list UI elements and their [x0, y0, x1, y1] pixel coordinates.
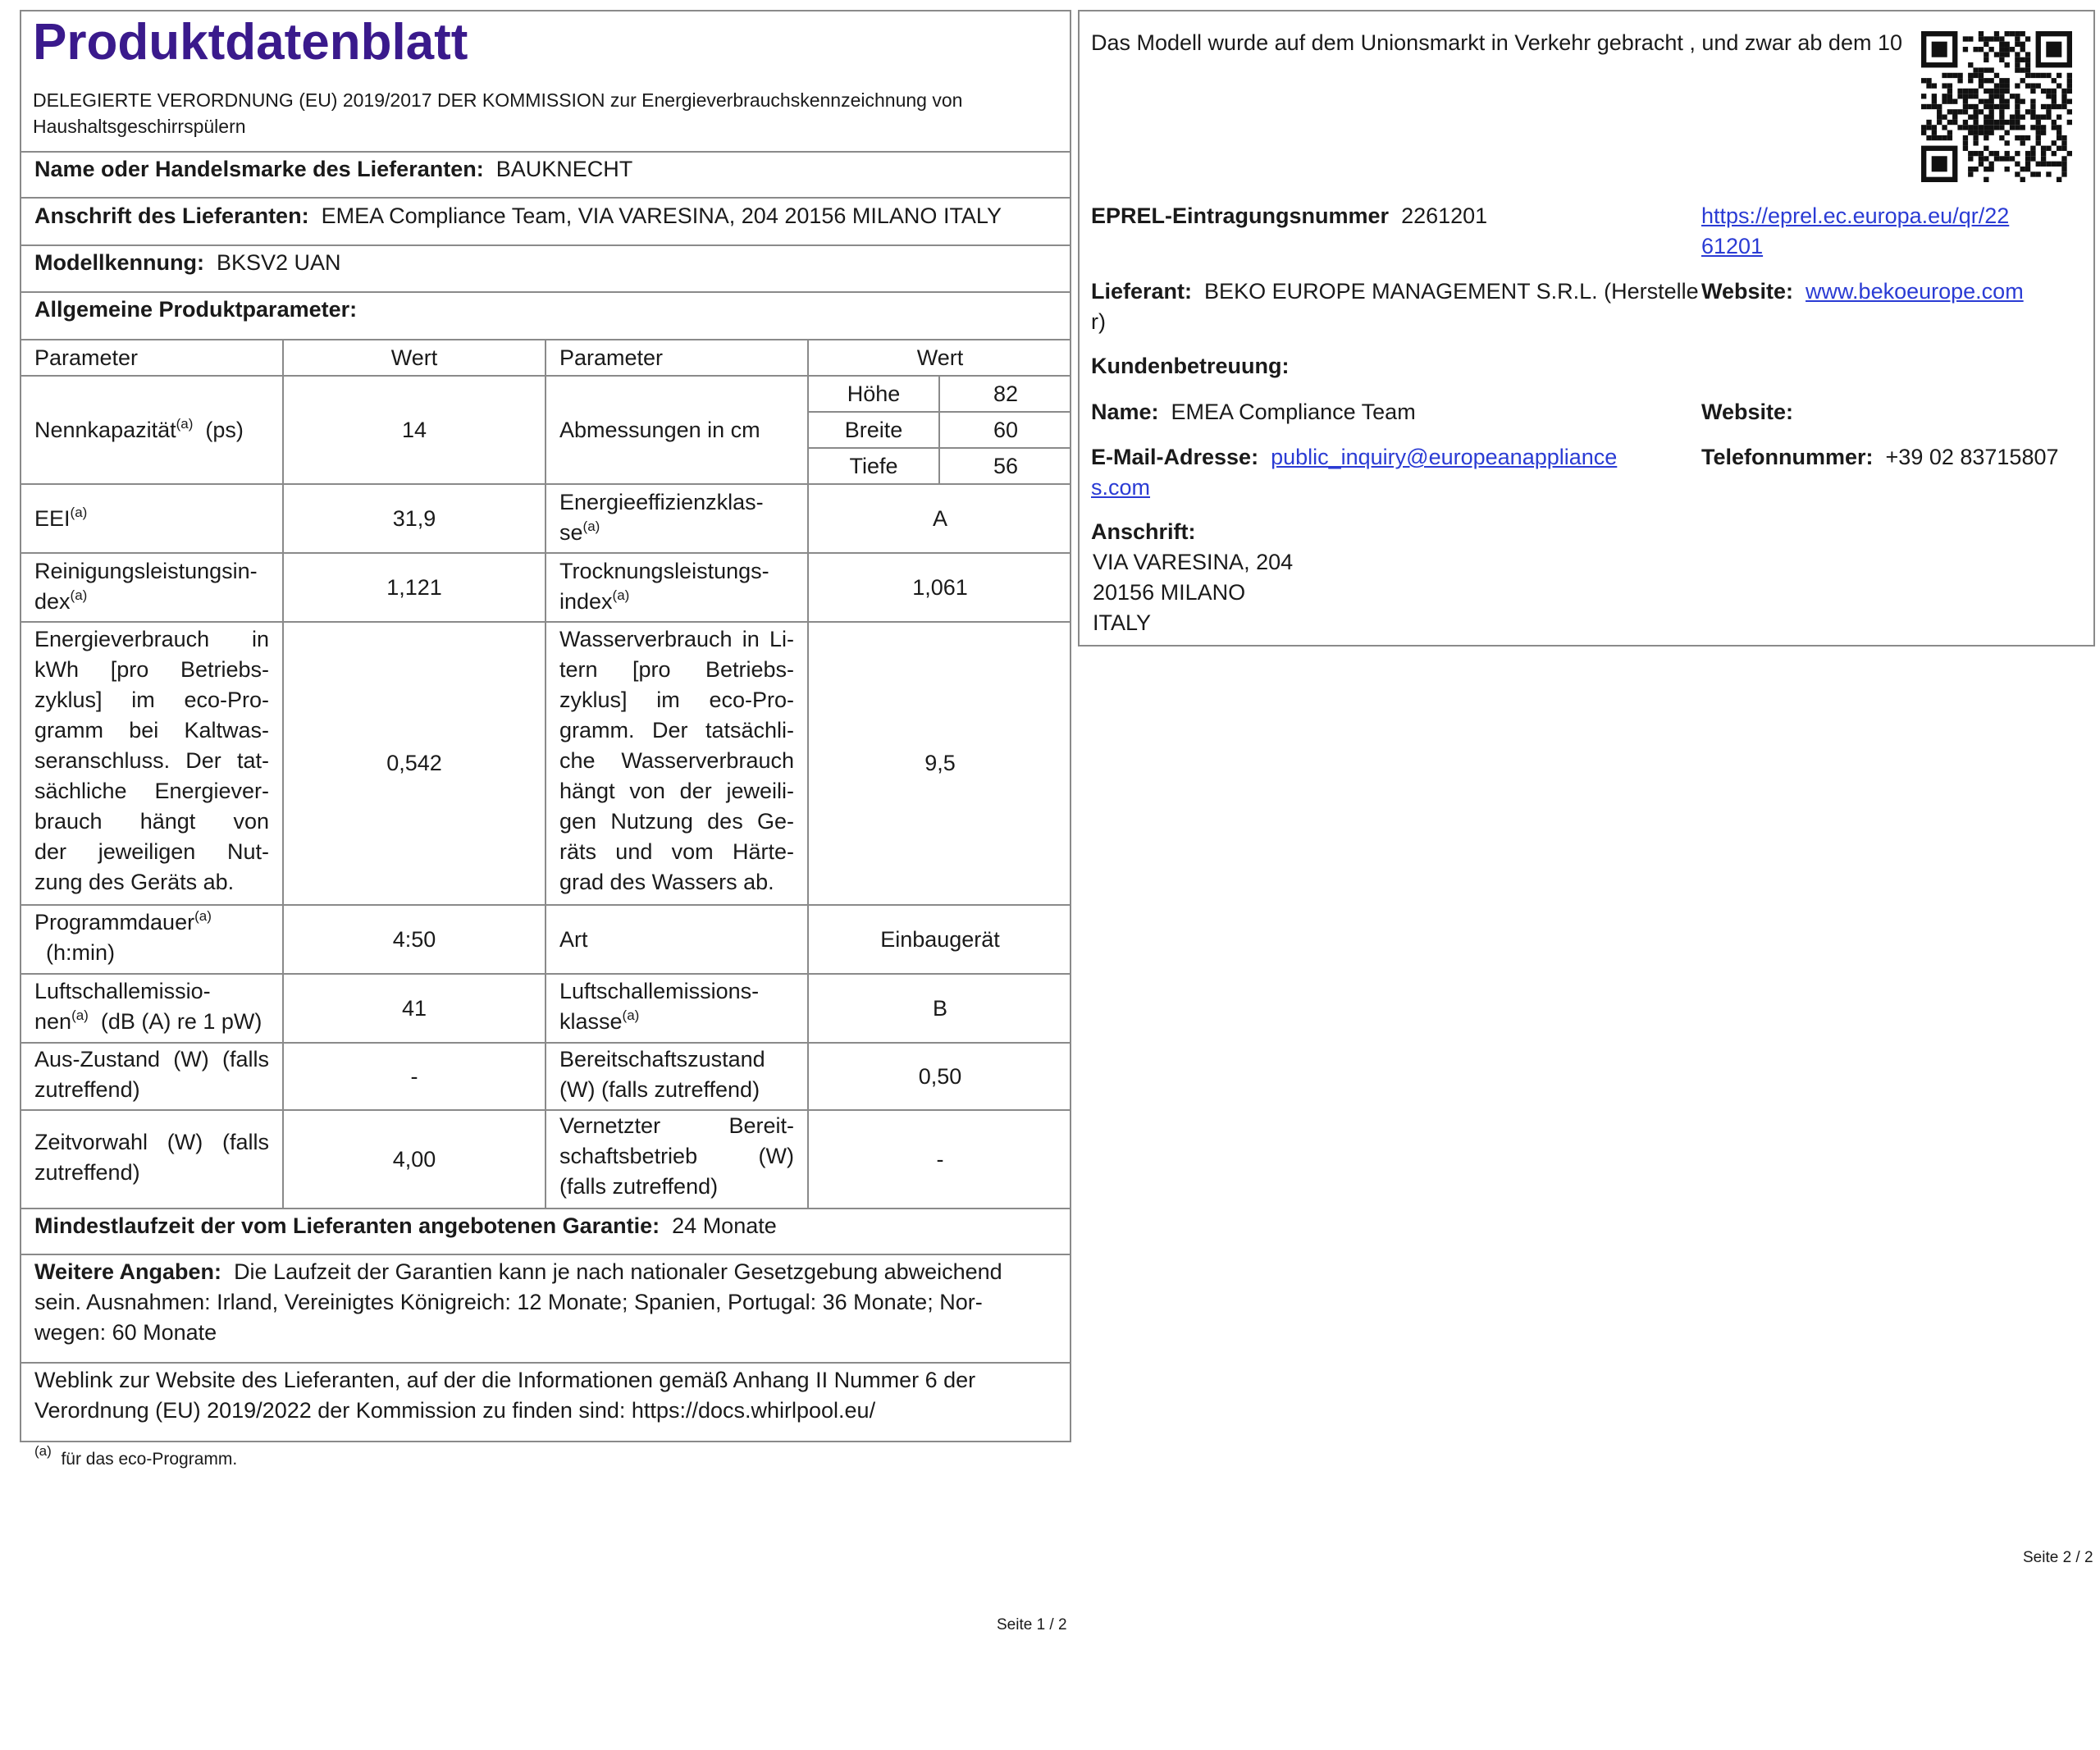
- networked-standby-label: Vernetzter Bereit- schaftsbetrieb (W) (falls zutreffend): [559, 1113, 794, 1199]
- page-title: Produktdatenblatt: [33, 14, 468, 71]
- noise-class-label: Luftschallemissions- klasse$^{(a)}$: [559, 979, 760, 1034]
- manufacturer-website: Website: www.bekoeurope.com: [1701, 279, 2024, 304]
- customer-service-email: E-Mail-Adresse: public_inquiry@europeanappliance s.com: [1091, 445, 1618, 500]
- dimensions-label: Abmessungen in cm: [559, 417, 760, 442]
- general-parameters-heading: Allgemeine Produktparameter:: [34, 297, 358, 322]
- width-value: 60: [993, 417, 1019, 442]
- eprel-label: EPREL-Eintragungsnummer: [1091, 203, 1390, 228]
- standby-value: 0,50: [918, 1063, 962, 1089]
- energy-consumption-label: Energieverbrauch in kWh [pro Betriebs- zyklus] im eco-Pro- gramm bei Kaltwas- seranschluss. Der tat- sächliche Energiever- brauch hängt von der jeweiligen Nut- zung des Geräts ab.: [34, 627, 269, 894]
- cleaning-index-label: Reinigungsleistungsin- dex$^{(a)}$: [34, 559, 258, 614]
- warranty-label: Mindestlaufzeit der vom Lieferanten angebotenen Garantie:: [34, 1213, 660, 1238]
- model-row: [34, 248, 341, 278]
- program-duration-value: 4:50: [392, 926, 436, 952]
- table-header-param-1: Parameter: [34, 345, 139, 370]
- model-label: Modellkennung:: [34, 250, 204, 275]
- supplier-label: Name oder Handelsmarke des Lieferanten:: [34, 157, 484, 181]
- customer-service-address: Anschrift: VIA VARESINA, 204 20156 MILANO ITALY: [1091, 519, 1294, 635]
- eei-value: 31,9: [392, 505, 436, 531]
- width-label: Breite: [844, 417, 903, 442]
- market-date-text: Das Modell wurde auf dem Unionsmarkt in Verkehr gebracht , und zwar ab dem 10: [1091, 30, 1902, 55]
- page-number-2: Seite 2 / 2: [2023, 1549, 2093, 1566]
- cleaning-index-value: 1,121: [386, 574, 442, 600]
- delay-start-value: 4,00: [392, 1146, 436, 1172]
- customer-service-name: Name: EMEA Compliance Team: [1091, 400, 1416, 424]
- website-link[interactable]: www.bekoeurope.com: [1806, 279, 2024, 304]
- model-value: BKSV2 UAN: [217, 250, 341, 275]
- eprel-number: 2261201: [1401, 203, 1488, 228]
- standby-label: Bereitschaftszustand (W) (falls zutreffend): [559, 1047, 765, 1102]
- supplier-value: BAUKNECHT: [495, 157, 633, 181]
- manufacturer-label: Lieferant:: [1091, 279, 1193, 304]
- capacity-label: Nennkapazität$^{(a)}$ (ps): [34, 415, 244, 442]
- customer-service-website-label: Website:: [1701, 400, 1794, 424]
- address-value: EMEA Compliance Team, VIA VARESINA, 204 20156 MILANO ITALY: [321, 203, 1002, 228]
- warranty-row: [34, 1211, 777, 1241]
- depth-label: Tiefe: [849, 453, 898, 478]
- warranty-value: 24 Monate: [672, 1213, 777, 1238]
- noise-emission-label: Luftschallemissio- nen$^{(a)}$ (dB (A) re 1 pW): [34, 979, 262, 1034]
- further-info-label: Weitere Angaben:: [34, 1259, 222, 1284]
- email-link[interactable]: public_inquiry@europeanappliance: [1271, 445, 1618, 469]
- table-header-param-2: Parameter: [559, 345, 664, 370]
- further-info: Weitere Angaben: Die Laufzeit der Garantien kann je nach nationaler Gesetzgebung abweichend sein. Ausnahmen: Irland, Vereinigtes Königreich: 12 Monate; Spanien, Portugal: 36 Monate; Nor- wegen: 60 Monate: [34, 1259, 1002, 1345]
- eei-label: EEI$^{(a)}$: [34, 504, 88, 531]
- type-value: Einbaugerät: [880, 926, 1000, 952]
- networked-standby-value: -: [936, 1146, 944, 1172]
- delay-start-label: Zeitvorwahl (W) (falls zutreffend): [34, 1130, 269, 1185]
- height-value: 82: [993, 381, 1019, 406]
- eprel-row: [1091, 201, 1487, 231]
- table-header-value-2: Wert: [916, 345, 964, 370]
- off-mode-value: -: [410, 1063, 418, 1089]
- height-label: Höhe: [847, 381, 901, 406]
- energy-consumption-value: 0,542: [386, 751, 442, 775]
- water-consumption-label: Wasserverbrauch in Li- tern [pro Betriebs- zyklus] im eco-Pro- gramm. Der tatsächli- che Wasserverbrauch hängt von der jeweili- gen Nutzung des Ge- räts und vom Härte- grad des Wassers ab.: [559, 627, 794, 894]
- noise-emission-value: 41: [401, 995, 427, 1021]
- manufacturer-supplier: Lieferant: BEKO EUROPE MANAGEMENT S.R.L. (Herstelle r): [1091, 279, 1699, 334]
- footnote: $^{(a)}$ für das eco-Programm.: [34, 1443, 238, 1469]
- energy-class-value: A: [932, 505, 947, 531]
- regulation-text: DELEGIERTE VERORDNUNG (EU) 2019/2017 DER KOMMISSION zur Energieverbrauchskennzeichnung von Haushaltsgeschirrspülern: [33, 89, 963, 137]
- type-label: Art: [559, 926, 588, 952]
- energy-class-label: Energieeffizienzklas- $se^{(a)}$: [559, 490, 764, 545]
- supplier-weblink-text: Weblink zur Website des Lieferanten, auf der die Informationen gemäß Anhang II Nummer 6 der Verordnung (EU) 2019/2022 der Kommission zu finden sind: https://docs.whirlpool.eu/: [34, 1368, 976, 1423]
- address-row: [34, 201, 1002, 231]
- noise-class-value: B: [932, 995, 947, 1021]
- customer-service-heading: Kundenbetreuung:: [1091, 354, 1290, 378]
- address-label: Anschrift des Lieferanten:: [34, 203, 309, 228]
- qr-code-icon[interactable]: [1921, 31, 2072, 182]
- table-header-value-1: Wert: [390, 345, 438, 370]
- drying-index-label: Trocknungsleistungs- index$^{(a)}$: [559, 559, 769, 614]
- customer-service-phone: Telefonnummer: +39 02 83715807: [1701, 445, 2059, 469]
- water-consumption-value: 9,5: [924, 751, 956, 775]
- depth-value: 56: [993, 453, 1019, 478]
- drying-index-value: 1,061: [912, 574, 968, 600]
- page-number-1: Seite 1 / 2: [997, 1616, 1067, 1633]
- eprel-link[interactable]: https://eprel.ec.europa.eu/qr/22 61201: [1701, 203, 2010, 258]
- capacity-value: 14: [401, 417, 427, 442]
- program-duration-label: Programmdauer$^{(a)}$ (h:min): [34, 908, 212, 965]
- off-mode-label: Aus-Zustand (W) (falls zutreffend): [34, 1047, 269, 1102]
- supplier-row: [34, 154, 632, 185]
